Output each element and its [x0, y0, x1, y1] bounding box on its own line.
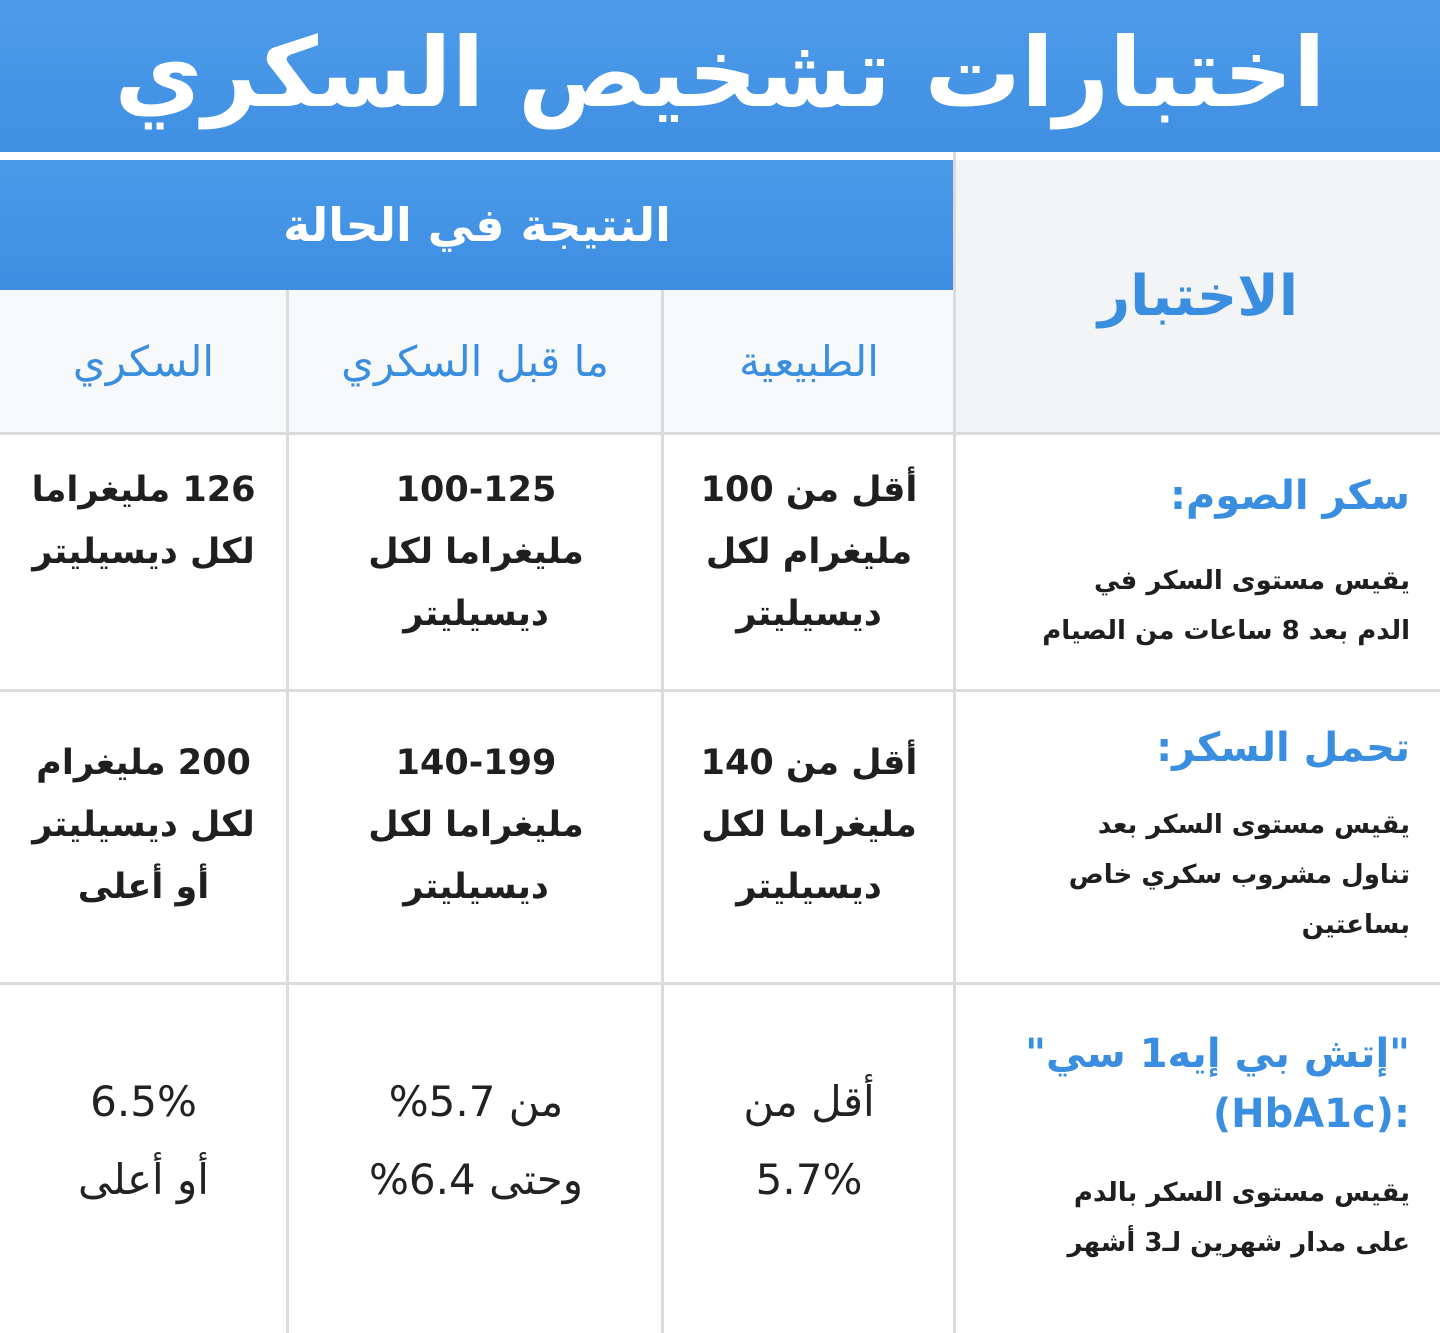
test-description-line: على مدار شهرين لـ3 أشهر [1067, 1228, 1410, 1258]
cell-value: ديسيليتر [403, 594, 549, 634]
diabetic-cell [0, 692, 287, 982]
cell-value: مليغراما لكل [368, 532, 584, 572]
test-title: تحمل السكر: [1156, 725, 1410, 771]
normal-column-header [664, 290, 954, 432]
test-description-line: يقيس مستوى السكر في [1093, 566, 1410, 596]
cell-value: من 5.7% [388, 1077, 564, 1126]
diabetic-cell [0, 435, 287, 689]
test-header-label: الاختبار [1097, 263, 1299, 329]
test-title: سكر الصوم: [1170, 473, 1410, 519]
test-cell-fasting [960, 466, 1410, 656]
cell-value: أو أعلى [78, 1155, 209, 1204]
test-cell-glucose-tolerance [960, 718, 1410, 950]
result-header-label: النتيجة في الحالة [283, 198, 671, 252]
title-banner [0, 0, 1440, 152]
normal-column-label: الطبيعية [739, 336, 879, 386]
test-header [956, 160, 1440, 432]
normal-cell [664, 435, 954, 689]
prediabetic-cell [290, 435, 662, 689]
cell-value: وحتى 6.4% [369, 1155, 583, 1204]
prediabetic-column-label: ما قبل السكري [341, 336, 609, 386]
cell-value: ديسيليتر [403, 867, 549, 907]
test-description-line: الدم بعد 8 ساعات من الصيام [1042, 616, 1410, 646]
diabetic-cell [0, 985, 287, 1333]
prediabetic-cell [290, 692, 662, 982]
divider [0, 152, 1440, 160]
prediabetic-cell [290, 985, 662, 1333]
result-header [0, 160, 954, 290]
cell-value: 126 مليغراما [31, 470, 256, 510]
prediabetic-column-header [289, 290, 661, 432]
test-title: (HbA1c): [1212, 1091, 1410, 1137]
cell-value: مليغرام لكل [705, 532, 913, 572]
cell-value: ديسيليتر [736, 867, 882, 907]
cell-value: 140-199 [395, 743, 557, 783]
cell-value: 5.7% [755, 1155, 863, 1204]
test-description-line: يقيس مستوى السكر بعد [1097, 810, 1410, 840]
cell-value: ديسيليتر [736, 594, 882, 634]
cell-value: مليغراما لكل [701, 805, 917, 845]
normal-cell [664, 985, 954, 1333]
test-description-line: يقيس مستوى السكر بالدم [1073, 1178, 1410, 1208]
normal-cell [664, 692, 954, 982]
cell-value: 100-125 [395, 470, 557, 510]
test-description-line: بساعتين [1301, 910, 1410, 940]
cell-value: أو أعلى [77, 867, 210, 907]
cell-value: 200 مليغرام [36, 743, 251, 783]
page-title: اختبارات تشخيص السكري [114, 17, 1326, 129]
diabetic-column-label: السكري [72, 336, 215, 386]
cell-value: مليغراما لكل [368, 805, 584, 845]
diabetic-column-header [0, 290, 287, 432]
cell-value: لكل ديسيليتر [32, 532, 255, 572]
cell-value: 6.5% [90, 1077, 197, 1126]
cell-value: لكل ديسيليتر [32, 805, 255, 845]
cell-value: أقل من 100 [700, 470, 918, 510]
cell-value: أقل من [743, 1077, 875, 1126]
test-description-line: تناول مشروب سكري خاص [1068, 860, 1410, 890]
test-title: "إتش بي إيه1 سي" [1025, 1031, 1410, 1077]
test-cell-hba1c [960, 1024, 1410, 1268]
cell-value: أقل من 140 [700, 743, 918, 783]
